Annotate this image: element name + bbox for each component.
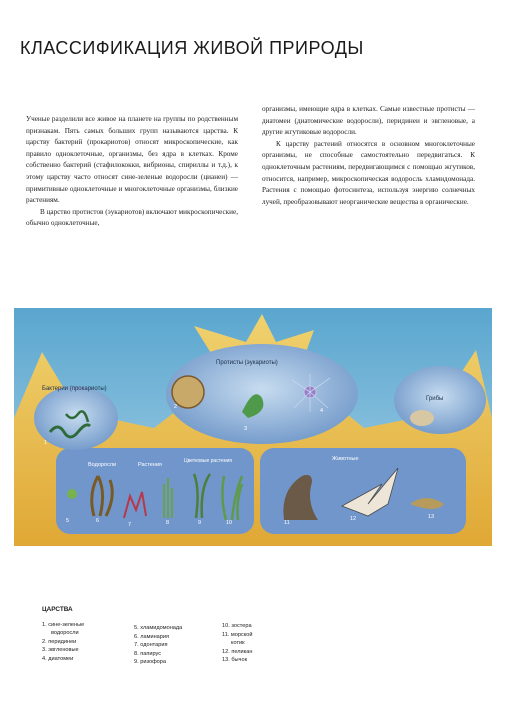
paragraph: Ученые разделили все живое на планете на группы по родственным признакам. Пять самых больших групп называются царства. К царству бактерий (прокариотов) относят микроскопические, как правило одноклеточные, организмы, без ядра в клетках. Кроме собственно бактерий (стафилококки, вибрионы, спириллы и т.д.), к этому царству часто относят сине-зеленые водоросли (цианеи) — примитивные одноклеточные и многоклеточные организмы, близкие растениям.: [26, 115, 238, 205]
legend-item: 4. диатомеи: [42, 655, 74, 662]
label-flowering: Цветковые растения: [184, 458, 232, 464]
legend-item: водоросли: [51, 630, 79, 637]
num-2: 2: [174, 404, 178, 410]
label-animals: Животные: [332, 456, 359, 462]
kingdoms-illustration: [14, 308, 492, 546]
num-11: 11: [284, 520, 290, 526]
legend-item: 2. перидинеи: [42, 638, 77, 645]
num-8: 8: [166, 520, 170, 526]
num-1: 1: [44, 440, 48, 446]
label-algae: Водоросли: [88, 462, 117, 468]
legend-heading: ЦАРСТВА: [42, 606, 73, 613]
legend-column-3: [222, 622, 253, 665]
page-title: КЛАССИФИКАЦИЯ ЖИВОЙ ПРИРОДЫ: [20, 38, 364, 58]
legend-item: 11. морской: [222, 631, 253, 638]
paragraph: организмы, имеющие ядра в клетках. Самые известные протисты — диатомеи (диатомические водоросли), перидинеи и эвгленовые, а другие жгутиковые водоросли.: [262, 105, 475, 137]
label-fungi: Грибы: [426, 396, 444, 402]
legend-item: 13. бычок: [222, 657, 248, 664]
legend-column-1: [42, 606, 84, 664]
label-plants: Растения: [138, 462, 162, 468]
legend-item: 12. пеликан: [222, 648, 253, 655]
legend-item: 7. одонтария: [134, 642, 168, 649]
num-7: 7: [128, 522, 132, 528]
legend-item: 1. сине-зеленые: [42, 621, 85, 628]
paragraph: В царство протистов (эукариотов) включают микроскопические, обычно одноклеточные,: [26, 207, 238, 228]
text-column-right: [262, 104, 475, 208]
text-column-left: [26, 114, 238, 230]
num-4: 4: [320, 408, 324, 414]
num-6: 6: [96, 518, 100, 524]
legend-item: 9. ризофора: [134, 659, 167, 666]
legend-column-2: [134, 624, 182, 667]
num-9: 9: [198, 520, 202, 526]
num-10: 10: [226, 520, 233, 526]
paragraph: К царству растений относятся в основном многоклеточные организмы, не способные самостоятельно передвигаться. К одноклеточным растениям, передвигающимся с помощью жгутиков, относится, например, микроскопическая водоросль хламидомонада. Растения с помощью фотосинтеза, используя энергию солнечных лучей, преобразовывают неорганические вещества в органические.: [262, 139, 475, 206]
legend-item: 5. хламидомонада: [134, 625, 183, 631]
chlamydomonas: [67, 489, 77, 499]
legend-item: котик: [231, 640, 245, 647]
legend-item: 10. зостера: [222, 623, 252, 629]
legend-item: 3. эвгленовые: [42, 647, 79, 654]
label-protists: Протисты (эукариоты): [216, 360, 278, 366]
num-13: 13: [428, 514, 435, 520]
num-3: 3: [244, 426, 248, 432]
label-bacteria: Бактерии (прокариоты): [42, 386, 107, 392]
legend-item: 8. папирус: [134, 650, 162, 657]
num-5: 5: [66, 518, 70, 524]
legend-item: 6. ламинария: [134, 633, 170, 640]
fungus: [410, 410, 434, 426]
num-12: 12: [350, 516, 357, 522]
